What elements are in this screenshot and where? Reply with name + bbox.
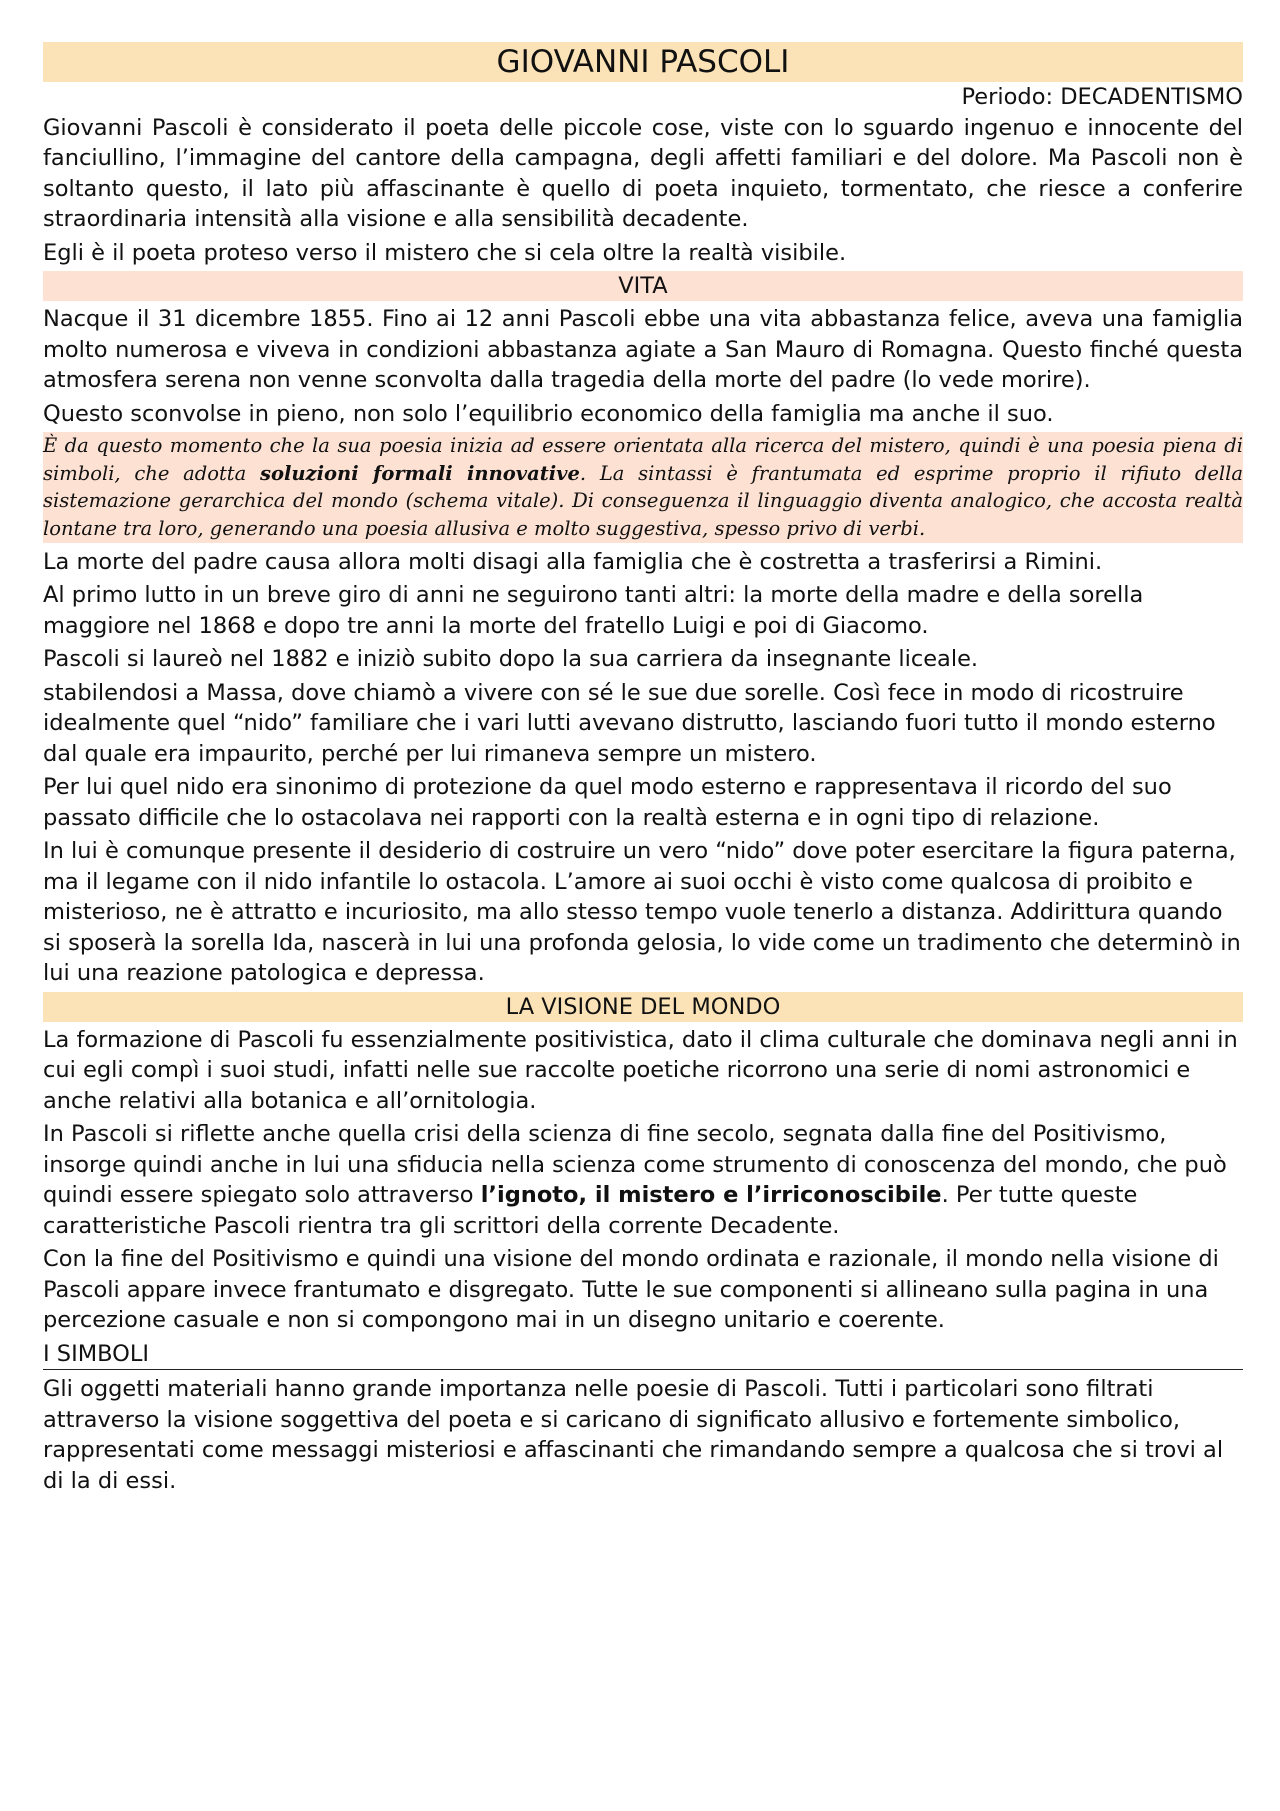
highlight-text-end: . La sintassi è frantumata ed esprime proprio il rifiuto della sistemazione gerarchica del mondo (schema vitale). Di conseguenza il linguaggio diventa analogico, che accosta realtà lontane tra loro, generando una poesia allusiva e molto suggestiva, spesso privo di verbi. <box>43 461 1243 541</box>
section-heading-visione: LA VISIONE DEL MONDO <box>43 992 1243 1022</box>
period-label: Periodo: DECADENTISMO <box>961 84 1243 110</box>
vita-paragraph-8: In lui è comunque presente il desiderio di costruire un vero “nido” dove poter esercitare la figura paterna, ma il legame con il nido infantile lo ostacola. L’amore ai suoi occhi è visto come qualcosa di proibito e misterioso, ne è attratto e incuriosito, ma allo stesso tempo vuole tenerlo a distanza. Addirittura quando si sposerà la sorella Ida, nascerà in lui una profonda gelosia, lo vide come un tradimento che determinò in lui una reazione patologica e depressa. <box>43 838 1241 987</box>
section-heading-simboli: I SIMBOLI <box>43 1339 1243 1371</box>
highlighted-quote <box>43 432 1243 543</box>
vita-paragraph-3: La morte del padre causa allora molti disagi alla famiglia che è costretta a trasferirsi a Rimini. <box>43 548 1103 575</box>
page-title: GIOVANNI PASCOLI <box>43 42 1243 82</box>
vita-paragraph-2: Questo sconvolse in pieno, non solo l’equilibrio economico della famiglia ma anche il suo. <box>43 400 1054 427</box>
visione-paragraph-2 <box>43 1119 1243 1241</box>
visione-paragraph-3: Con la fine del Positivismo e quindi una visione del mondo ordinata e razionale, il mondo nella visione di Pascoli appare invece frantumato e disgregato. Tutte le sue componenti si allineano sulla pagina in una percezione casuale e non si compongono mai in un disegno unitario e coerente. <box>43 1246 1219 1334</box>
highlight-text-start: È da questo momento che la sua poesia inizia ad essere orientata alla ricerca del mistero, quindi è una poesia piena di simboli, che adotta <box>43 434 1243 485</box>
visione-paragraph-1: La formazione di Pascoli fu essenzialmente positivistica, dato il clima culturale che dominava negli anni in cui egli compì i suoi studi, infatti nelle sue raccolte poetiche ricorrono una serie di nomi astronomici e anche relativi alla botanica e all’ornitologia. <box>43 1026 1238 1114</box>
vita-paragraph-1: Nacque il 31 dicembre 1855. Fino ai 12 anni Pascoli ebbe una vita abbastanza felice, aveva una famiglia molto numerosa e viveva in condizioni abbastanza agiate a San Mauro di Romagna. Questo finché questa atmosfera serena non venne sconvolta dalla tragedia della morte del padre (lo vede morire). <box>43 306 1243 393</box>
vita-paragraph-7: Per lui quel nido era sinonimo di protezione da quel modo esterno e rappresentava il ricordo del suo passato difficile che lo ostacolava nei rapporti con la realtà esterna e in ogni tipo di relazione. <box>43 774 1172 831</box>
vita-paragraph-4: Al primo lutto in un breve giro di anni ne seguirono tanti altri: la morte della madre e della sorella maggiore nel 1868 e dopo tre anni la morte del fratello Luigi e poi di Giacomo. <box>43 582 1144 639</box>
simboli-paragraph-1: Gli oggetti materiali hanno grande importanza nelle poesie di Pascoli. Tutti i particolari sono filtrati attraverso la visione soggettiva del poeta e si caricano di significato allusivo e fortemente simbolico, rappresentati come messaggi misteriosi e affascinanti che rimandando sempre a qualcosa che si trovi al di la di essi. <box>43 1376 1224 1494</box>
intro-paragraph-2: Egli è il poeta proteso verso il mistero che si cela oltre la realtà visibile. <box>43 239 847 266</box>
vita-paragraph-5: Pascoli si laureò nel 1882 e iniziò subito dopo la sua carriera da insegnante liceale. <box>43 646 979 673</box>
visione-text-start: In Pascoli si riflette anche quella crisi della scienza di fine secolo, segnata dalla fine del Positivismo, insorge quindi anche in lui una sfiducia nella scienza come strumento di conoscenza del mondo, che può quindi essere spiegato solo attraverso <box>43 1121 1227 1209</box>
highlight-bold-text: soluzioni formali innovative <box>259 461 580 485</box>
intro-paragraph-1: Giovanni Pascoli è considerato il poeta delle piccole cose, viste con lo sguardo ingenuo e innocente del fanciullino, l’immagine del cantore della campagna, degli affetti familiari e del dolore. Ma Pascoli non è soltanto questo, il lato più affascinante è quello di poeta inquieto, tormentato, che riesce a conferire straordinaria intensità alla visione e alla sensibilità decadente. <box>43 114 1243 232</box>
vita-paragraph-6: stabilendosi a Massa, dove chiamò a vivere con sé le sue due sorelle. Così fece in modo di ricostruire idealmente quel “nido” familiare che i vari lutti avevano distrutto, lasciando fuori tutto il mondo esterno dal quale era impaurito, perché per lui rimaneva sempre un mistero. <box>43 679 1216 767</box>
document-page <box>43 42 1243 1499</box>
section-heading-vita: VITA <box>43 271 1243 301</box>
visione-bold-text: l’ignoto, il mistero e l’irriconoscibile <box>480 1182 942 1209</box>
visione-text-end: . Per tutte queste caratteristiche Pascoli rientra tra gli scrittori della corrente Decadente. <box>43 1182 1138 1239</box>
